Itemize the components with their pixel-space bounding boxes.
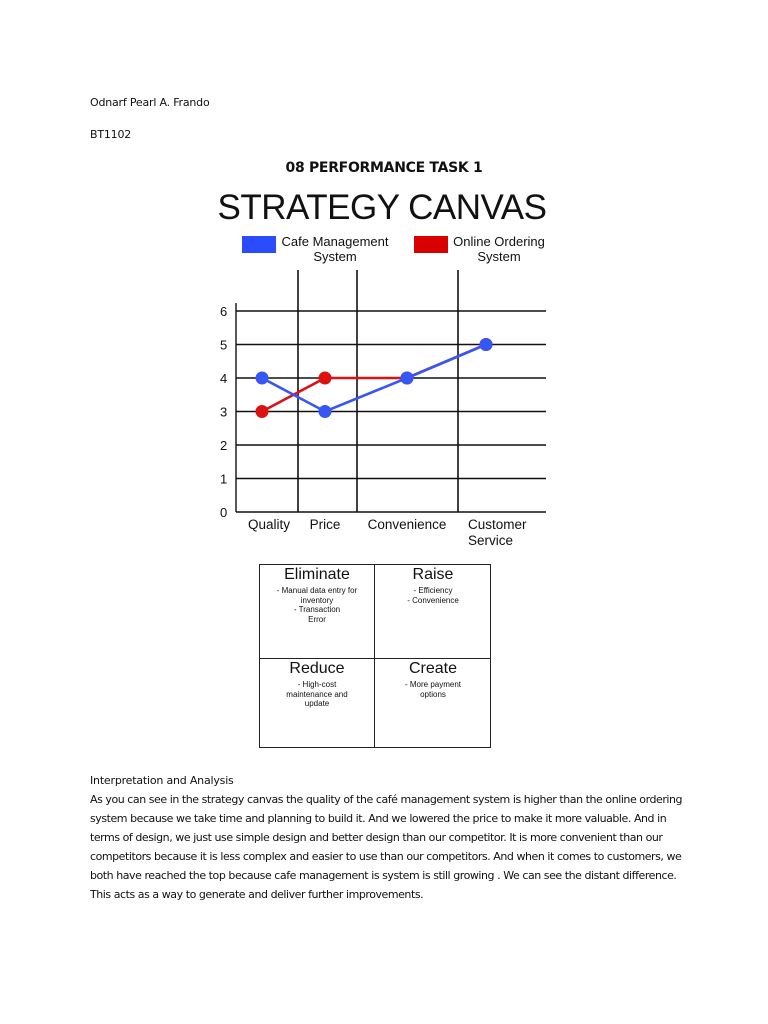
- create-item: - More payment options: [404, 680, 462, 699]
- task-title: 08 PERFORMANCE TASK 1: [285, 160, 483, 176]
- raise-item: - Efficiency: [413, 586, 453, 595]
- raise-item: - Convenience: [407, 595, 459, 605]
- y-tick-label: 0: [220, 505, 228, 520]
- series-point: [319, 372, 332, 385]
- x-category-label: Quality: [247, 517, 291, 532]
- eliminate-item: - Manual data entry for inventory - Transaction Error: [276, 586, 358, 624]
- x-axis-categories: [248, 517, 527, 548]
- legend-swatch-cafe: [242, 236, 276, 253]
- y-tick-label: 6: [220, 304, 228, 319]
- analysis-heading: Interpretation and Analysis: [90, 774, 234, 787]
- analysis-body: As you can see in the strategy canvas the quality of the café management system is higher than the online ordering system because we take time and planning to build it. And we lowered the price to make it more valuable. And in terms of design, we just use simple design and better design than our competitor. It is more convenient than our competitors because it is less complex and easier to use than our competitors. And when it comes to customers, we both have reached the top because cafe management is system is still growing . We can see the distant difference. This acts as a way to generate and deliver further improvements.: [90, 793, 683, 901]
- y-tick-label: 2: [220, 438, 228, 453]
- y-tick-label: 3: [220, 404, 228, 420]
- x-category-label: Price: [309, 517, 341, 532]
- analysis-section: [90, 772, 690, 904]
- y-tick-label: 4: [220, 371, 228, 386]
- series-point: [401, 372, 414, 385]
- y-tick-label: 5: [220, 337, 228, 353]
- series-point: [256, 372, 269, 385]
- errc-grid: [259, 564, 491, 748]
- raise-heading: Raise: [412, 566, 454, 583]
- legend-label-online: Online Ordering System: [453, 234, 545, 264]
- series-point: [256, 405, 269, 418]
- strategy-line-chart: [212, 268, 552, 558]
- create-quadrant: [375, 659, 491, 748]
- x-category-label: Convenience: [367, 517, 447, 532]
- series-point: [480, 338, 493, 351]
- y-tick-label: 1: [220, 471, 228, 487]
- x-category-label: Customer Service: [468, 517, 527, 548]
- eliminate-quadrant: [260, 565, 375, 659]
- chart-grid: [236, 270, 546, 512]
- create-heading: Create: [408, 660, 458, 677]
- reduce-item: - High-cost maintenance and update: [286, 680, 348, 708]
- eliminate-heading: Eliminate: [284, 566, 350, 583]
- reduce-heading: Reduce: [289, 660, 345, 677]
- strategy-canvas-title: STRATEGY CANVAS: [217, 188, 547, 227]
- reduce-quadrant: [260, 659, 375, 748]
- series-point: [319, 405, 332, 418]
- author-name: Odnarf Pearl A. Frando: [90, 96, 210, 109]
- legend-label-cafe: Cafe Management System: [281, 234, 389, 264]
- raise-quadrant: [375, 565, 491, 659]
- y-axis-ticks: [220, 304, 227, 520]
- course-code: BT1102: [90, 128, 132, 141]
- legend-swatch-online: [414, 236, 448, 253]
